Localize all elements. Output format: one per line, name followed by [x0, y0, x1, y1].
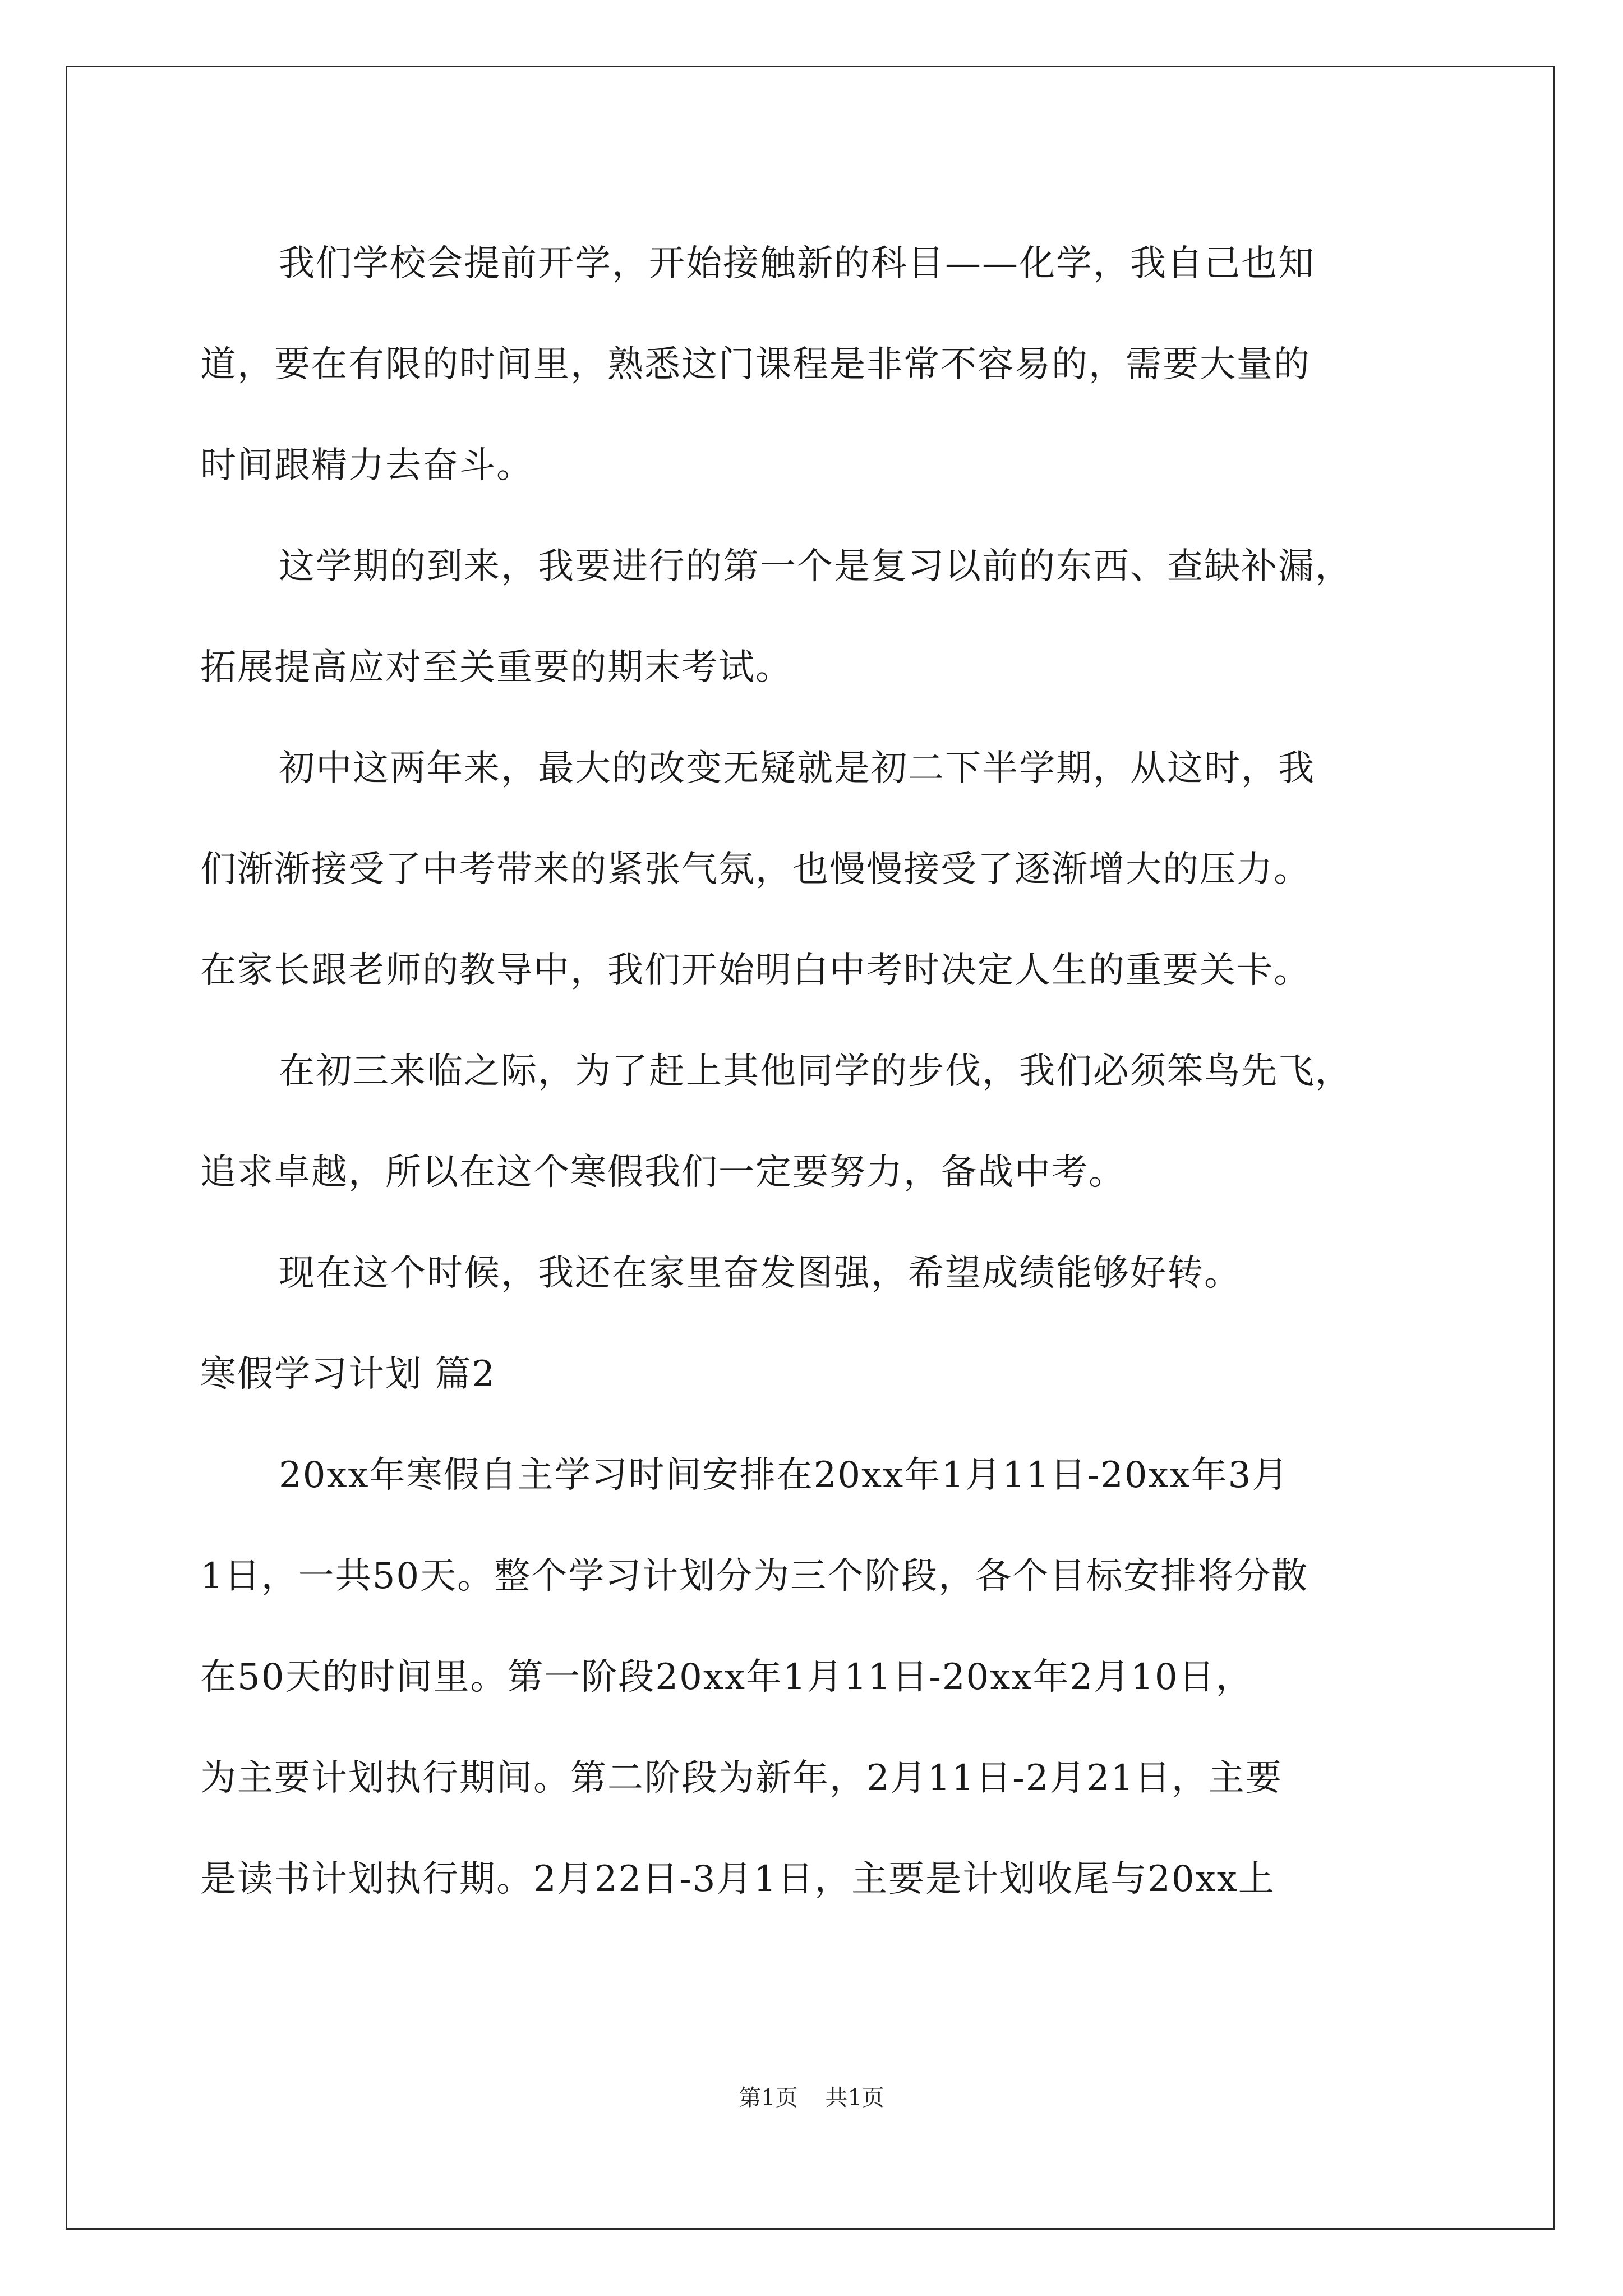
text-line: 我们学校会提前开学，开始接触新的科目——化学，我自己也知 [279, 243, 1315, 284]
text-line: 在50天的时间里。第一阶段20xx年1月11日-20xx年2月10日， [200, 1657, 1253, 1698]
text-line: 现在这个时候，我还在家里奋发图强，希望成绩能够好转。 [279, 1253, 1241, 1294]
text-line: 是读书计划执行期。2月22日-3月1日，主要是计划收尾与20xx上 [200, 1858, 1275, 1900]
page-number: 第1页 [739, 2085, 798, 2111]
section-heading: 寒假学习计划 篇2 [200, 1354, 496, 1395]
text-line: 这学期的到来，我要进行的第一个是复习以前的东西、查缺补漏， [279, 546, 1352, 587]
text-line: 20xx年寒假自主学习时间安排在20xx年1月11日-20xx年3月 [279, 1455, 1289, 1496]
page-total: 共1页 [825, 2085, 884, 2111]
document-body [200, 213, 1440, 1930]
text-line: 为主要计划执行期间。第二阶段为新年，2月11日-2月21日，主要 [200, 1757, 1283, 1799]
text-line: 在初三来临之际，为了赶上其他同学的步伐，我们必须笨鸟先飞， [279, 1051, 1352, 1092]
text-line: 在家长跟老师的教导中，我们开始明白中考时决定人生的重要关卡。 [200, 950, 1311, 991]
text-line: 追求卓越，所以在这个寒假我们一定要努力，备战中考。 [200, 1152, 1126, 1193]
text-line: 道，要在有限的时间里，熟悉这门课程是非常不容易的，需要大量的 [200, 344, 1311, 385]
text-line: 1日，一共50天。整个学习计划分为三个阶段，各个目标安排将分散 [200, 1556, 1309, 1597]
text-line: 初中这两年来，最大的改变无疑就是初二下半学期，从这时，我 [279, 748, 1315, 789]
text-line: 们渐渐接受了中考带来的紧张气氛，也慢慢接受了逐渐增大的压力。 [200, 849, 1311, 890]
page-footer [0, 2081, 1623, 2115]
text-line: 时间跟精力去奋斗。 [200, 445, 533, 486]
text-line: 拓展提高应对至关重要的期末考试。 [200, 647, 792, 688]
